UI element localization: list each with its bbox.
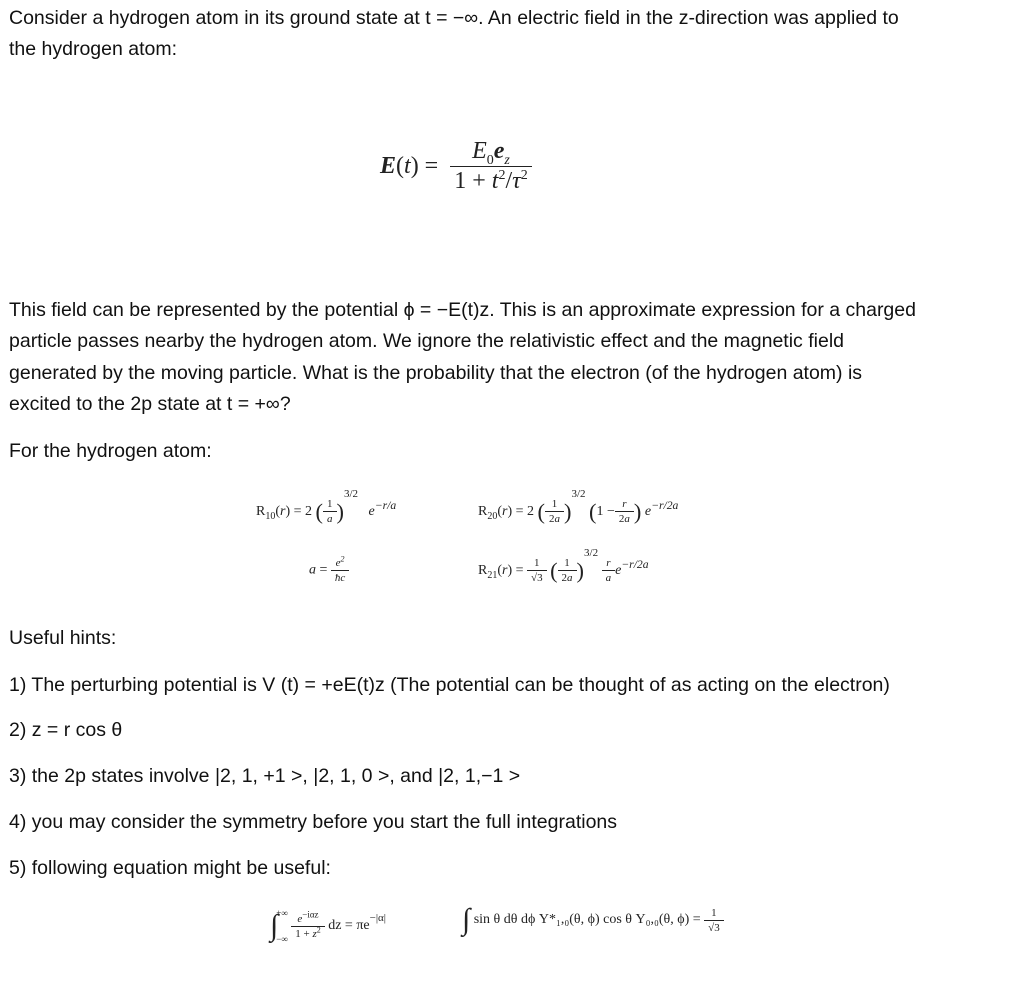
hint-4: 4) you may consider the symmetry before you start the full integrations bbox=[9, 811, 618, 833]
angular-integral: ∫ sin θ dθ dϕ Y*₁,₀(θ, ϕ) cos θ Y₀,₀(θ, ϕ) = $\frac{1}{√3}$ bbox=[462, 903, 724, 937]
r10-equation: $R_{10}(r) = 2$ ( $\frac{1}{a}$ )$^{3/2}$ $e^{-r/a}$ bbox=[256, 488, 397, 526]
hydrogen-label: For the hydrogen atom: bbox=[9, 440, 212, 462]
field-equation: E(t) = $\frac{E_0e_z}{1 + t^2/\tau^2}$ bbox=[380, 138, 532, 195]
fourier-integral: ∫ +∞ −∞ $\frac{e^{-i\alpha z}}{1 + z^2}$ dz = $\pi e^{-|\alpha|}$ bbox=[270, 908, 386, 944]
hint-5: 5) following equation might be useful: bbox=[9, 857, 331, 879]
hint-3: 3) the 2p states involve |2, 1, +1 >, |2, 1, 0 >, and |2, 1,−1 > bbox=[9, 765, 521, 787]
hints-title: Useful hints: bbox=[9, 627, 117, 649]
r21-equation: $R_{21}(r)$ = $\frac{1}{√3}$ ( $\frac{1}{2a}$ )$^{3/2}$ $\frac{r}{a}$ $e^{-r/2a}$ bbox=[478, 547, 649, 585]
r20-equation: $R_{20}(r) = 2$ ( $\frac{1}{2a}$ )$^{3/2}$ (1 − $\frac{r}{2a}$ ) $e^{-r/2a}$ bbox=[478, 488, 679, 526]
intro-line-1: Consider a hydrogen atom in its ground state at t = −∞. An electric field in the z-direction was applied to bbox=[9, 7, 899, 29]
description-line-2: particle passes nearby the hydrogen atom. We ignore the relativistic effect and the magnetic field bbox=[9, 330, 844, 352]
description-line-1: This field can be represented by the potential ϕ = −E(t)z. This is an approximate expression for a charged bbox=[9, 299, 916, 321]
hint-2: 2) z = r cos θ bbox=[9, 719, 123, 741]
description-line-4: excited to the 2p state at t = +∞? bbox=[9, 393, 291, 415]
intro-line-2: the hydrogen atom: bbox=[9, 38, 178, 60]
hint-1: 1) The perturbing potential is V (t) = +eE(t)z (The potential can be thought of as acting on the electron) bbox=[9, 674, 890, 696]
a-definition: a = $\frac{e^2}{ħc}$ bbox=[309, 557, 349, 584]
description-line-3: generated by the moving particle. What is the probability that the electron (of the hydrogen atom) is bbox=[9, 362, 863, 384]
